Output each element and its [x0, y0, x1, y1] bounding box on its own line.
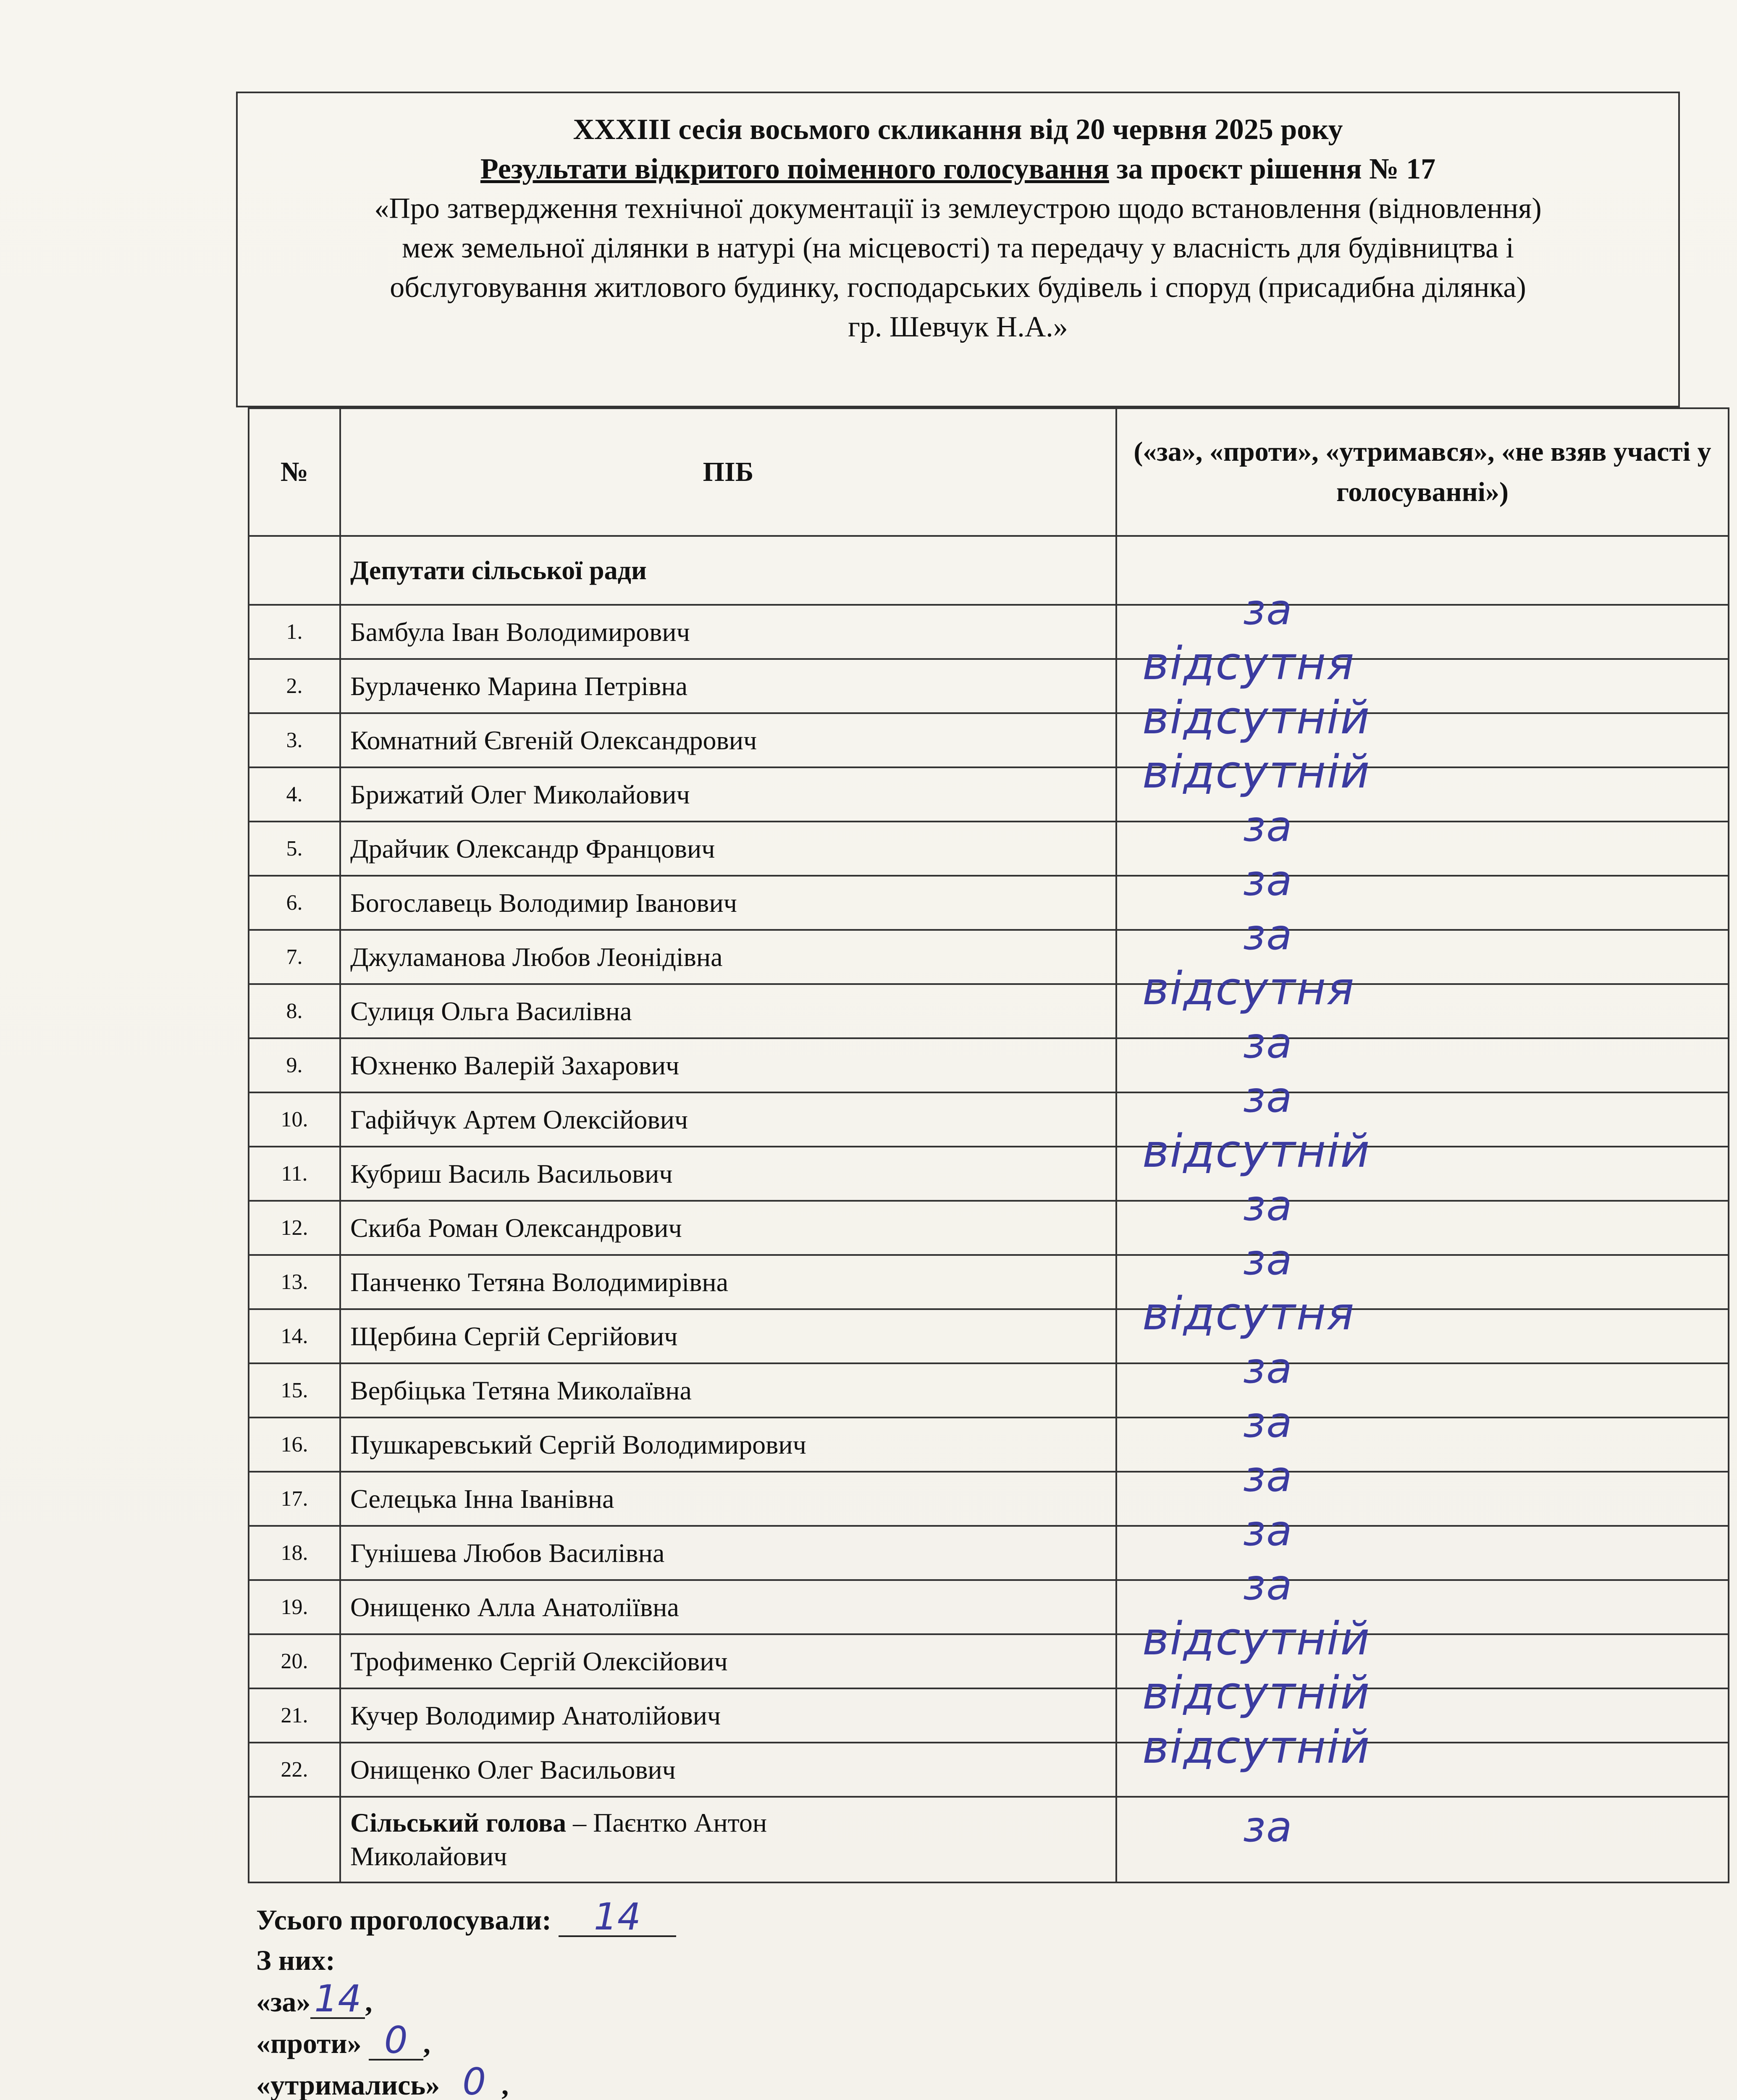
- vote-cell: [1116, 746, 1729, 822]
- row-number: 2.: [249, 659, 340, 713]
- row-number: 4.: [249, 767, 340, 822]
- vote-cell: [1116, 1797, 1729, 1882]
- village-head-row: [249, 1797, 1729, 1882]
- row-number: 5.: [249, 822, 340, 876]
- table-row: [249, 822, 1729, 876]
- row-number: 18.: [249, 1526, 340, 1580]
- table-row: [249, 1418, 1729, 1472]
- village-head-name-line2: Миколайович: [350, 1841, 507, 1871]
- village-head-title: Сільський голова: [350, 1808, 567, 1838]
- row-number: 1.: [249, 605, 340, 659]
- table-row: [249, 1255, 1729, 1309]
- section-row: [249, 536, 1729, 605]
- table-row: [249, 1688, 1729, 1743]
- row-number: 8.: [249, 984, 340, 1038]
- row-number: 15.: [249, 1363, 340, 1418]
- table-row: [249, 930, 1729, 984]
- deputy-name: Онищенко Олег Васильович: [340, 1743, 1116, 1797]
- table-row: [249, 767, 1729, 822]
- vote-summary: [256, 1895, 719, 2100]
- vote-cell: [1116, 856, 1729, 930]
- head-num-cell: [249, 1797, 340, 1882]
- handwritten-vote: за: [1243, 802, 1293, 851]
- row-number: 6.: [249, 876, 340, 930]
- deputy-name: Брижатий Олег Миколайович: [340, 767, 1116, 822]
- vote-cell: [1116, 1398, 1729, 1472]
- total-line: [256, 1895, 719, 1940]
- table-row: [249, 1580, 1729, 1634]
- project-line-4: гр. Шевчук Н.А.»: [848, 311, 1068, 343]
- table-row: [249, 1147, 1729, 1201]
- table-row: [249, 1526, 1729, 1580]
- handwritten-vote: відсутній: [1142, 1721, 1371, 1774]
- deputy-name: Скиба Роман Олександрович: [340, 1201, 1116, 1255]
- project-line-1: «Про затвердження технічної документації із землеустрою щодо встановлення (відновлення): [374, 192, 1542, 225]
- village-head-name-line1: – Паєнтко Антон: [566, 1808, 767, 1838]
- handwritten-vote: за: [1243, 910, 1293, 959]
- handwritten-vote: відсутній: [1142, 1667, 1371, 1719]
- handwritten-vote: за: [1243, 1018, 1293, 1068]
- table-row: [249, 1038, 1729, 1092]
- handwritten-vote: відсутня: [1142, 1288, 1355, 1340]
- handwritten-vote: відсутній: [1142, 692, 1371, 744]
- handwritten-vote: за: [1243, 1452, 1293, 1501]
- total-value: 14: [559, 1898, 676, 1937]
- vote-cell: [1116, 1721, 1729, 1797]
- deputy-name: Вербіцька Тетяна Миколаївна: [340, 1363, 1116, 1418]
- table-row: [249, 1472, 1729, 1526]
- project-line-2: меж земельної ділянки в натурі (на місцевості) та передачу у власність для будівництва і: [401, 232, 1514, 264]
- section-vote-cell: [1116, 536, 1729, 605]
- deputy-name: Кубриш Василь Васильович: [340, 1147, 1116, 1201]
- col-number-header: №: [249, 408, 340, 536]
- session-title: XXXIII сесія восьмого скликання від 20 червня 2025 року: [573, 113, 1343, 146]
- results-title: [238, 150, 1678, 189]
- deputy-name: Пушкаревський Сергій Володимирович: [340, 1418, 1116, 1472]
- deputy-name: Панченко Тетяна Володимирівна: [340, 1255, 1116, 1309]
- row-number: 11.: [249, 1147, 340, 1201]
- vote-cell: [1116, 1288, 1729, 1363]
- deputy-name: Трофименко Сергій Олексійович: [340, 1634, 1116, 1688]
- deputy-name: Селецька Інна Іванівна: [340, 1472, 1116, 1526]
- table-row: [249, 1201, 1729, 1255]
- vote-cell: [1116, 802, 1729, 876]
- deputy-name: Гунішева Любов Василівна: [340, 1526, 1116, 1580]
- row-number: 12.: [249, 1201, 340, 1255]
- vote-cell: [1116, 1125, 1729, 1201]
- village-head-name: [340, 1797, 1116, 1882]
- utrym-value: 0: [447, 2063, 501, 2100]
- voting-table: [248, 407, 1729, 1883]
- za-label: «за»: [256, 1986, 311, 2018]
- handwritten-vote: за: [1243, 1560, 1293, 1609]
- handwritten-vote: за: [1243, 1802, 1293, 1851]
- table-row: [249, 1092, 1729, 1147]
- row-number: 20.: [249, 1634, 340, 1688]
- row-number: 7.: [249, 930, 340, 984]
- deputy-name: Комнатний Євгеній Олександрович: [340, 713, 1116, 767]
- handwritten-vote: за: [1243, 1181, 1293, 1230]
- handwritten-vote: за: [1243, 1073, 1293, 1122]
- table-row: [249, 605, 1729, 659]
- table-header-row: [249, 408, 1729, 536]
- vote-cell: [1116, 1344, 1729, 1418]
- table-row: [249, 1363, 1729, 1418]
- proty-label: «проти»: [256, 2027, 362, 2059]
- section-num-cell: [249, 536, 340, 605]
- table-row: [249, 984, 1729, 1038]
- handwritten-vote: відсутній: [1142, 1613, 1371, 1665]
- deputy-name: Юхненко Валерій Захарович: [340, 1038, 1116, 1092]
- deputy-name: Сулиця Ольга Василівна: [340, 984, 1116, 1038]
- col-vote-header: («за», «проти», «утримався», «не взяв участі у голосуванні»): [1116, 408, 1729, 536]
- utrym-line: «утримались» 0 ,: [256, 2063, 719, 2100]
- handwritten-vote: за: [1243, 1235, 1293, 1284]
- utrym-label: «утримались»: [256, 2069, 440, 2100]
- vote-cell: [1116, 1506, 1729, 1580]
- deputy-name: Джуламанова Любов Леонідівна: [340, 930, 1116, 984]
- row-number: 10.: [249, 1092, 340, 1147]
- results-title-main: Результати відкритого поіменного голосування: [480, 153, 1109, 185]
- table-row: [249, 1634, 1729, 1688]
- signature-1-scribble: [1378, 2092, 1613, 2100]
- deputy-name: Богославець Володимир Іванович: [340, 876, 1116, 930]
- deputy-name: Гафійчук Артем Олексійович: [340, 1092, 1116, 1147]
- proty-value: 0: [369, 2022, 423, 2061]
- table-row: [249, 659, 1729, 713]
- handwritten-vote: відсутня: [1142, 963, 1355, 1015]
- table-row: [249, 876, 1729, 930]
- col-name-header: ПІБ: [340, 408, 1116, 536]
- handwritten-vote: відсутній: [1142, 1125, 1371, 1178]
- vote-cell: [1116, 963, 1729, 1038]
- deputy-name: Онищенко Алла Анатоліївна: [340, 1580, 1116, 1634]
- za-line: «за» 14 ,: [256, 1977, 373, 2020]
- handwritten-vote: за: [1243, 585, 1293, 634]
- handwritten-vote: відсутня: [1142, 638, 1355, 690]
- row-number: 22.: [249, 1743, 340, 1797]
- handwritten-vote: за: [1243, 856, 1293, 905]
- of-them-label: З них:: [256, 1944, 335, 1976]
- project-line-3: обслуговування житлового будинку, господарських будівель і споруд (присадибна ділянка): [390, 271, 1526, 304]
- table-row: [249, 713, 1729, 767]
- row-number: 14.: [249, 1309, 340, 1363]
- row-number: 19.: [249, 1580, 340, 1634]
- vote-cell: [1116, 1018, 1729, 1092]
- deputy-name: Щербина Сергій Сергійович: [340, 1309, 1116, 1363]
- row-number: 16.: [249, 1418, 340, 1472]
- table-row: [249, 1309, 1729, 1363]
- deputy-name: Бурлаченко Марина Петрівна: [340, 659, 1116, 713]
- handwritten-vote: за: [1243, 1506, 1293, 1555]
- deputy-name: Кучер Володимир Анатолійович: [340, 1688, 1116, 1743]
- section-title: Депутати сільської ради: [340, 536, 1116, 605]
- total-label: Усього проголосували:: [256, 1904, 551, 1936]
- row-number: 21.: [249, 1688, 340, 1743]
- proty-line: «проти» 0 ,: [256, 2019, 430, 2062]
- handwritten-vote: за: [1243, 1344, 1293, 1393]
- table-row: [249, 1743, 1729, 1797]
- deputy-name: Драйчик Олександр Францович: [340, 822, 1116, 876]
- results-title-suffix: за проєкт рішення № 17: [1109, 153, 1436, 185]
- vote-cell: [1116, 1452, 1729, 1526]
- row-number: 9.: [249, 1038, 340, 1092]
- row-number: 3.: [249, 713, 340, 767]
- vote-cell: [1116, 1181, 1729, 1255]
- handwritten-vote: відсутній: [1142, 746, 1371, 798]
- handwritten-vote: за: [1243, 1398, 1293, 1447]
- deputy-name: Бамбула Іван Володимирович: [340, 605, 1116, 659]
- za-value: 14: [310, 1980, 365, 2019]
- document-header: [236, 92, 1680, 407]
- row-number: 17.: [249, 1472, 340, 1526]
- row-number: 13.: [249, 1255, 340, 1309]
